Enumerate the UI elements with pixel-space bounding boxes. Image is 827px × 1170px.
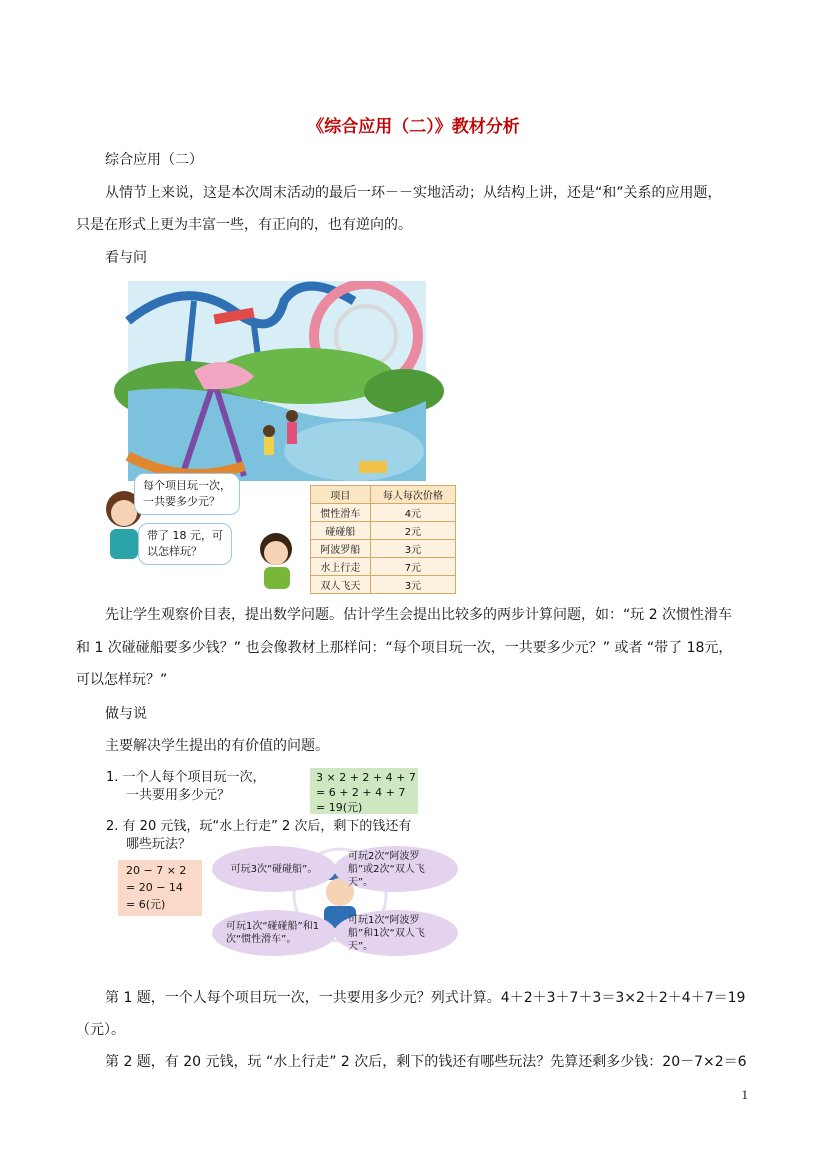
option-bubble: 可玩1次“碰碰船”和1次“惯性滑车”。 bbox=[212, 910, 336, 956]
paragraph-line: 只是在形式上更为丰富一些，有正向的，也有逆向的。 bbox=[76, 217, 412, 233]
paragraph-line: 先让学生观察价目表，提出数学问题。估计学生会提出比较多的两步计算问题，如：“玩 2 次惯性滑车 bbox=[105, 607, 733, 623]
ride-name-cell: 水上行走 bbox=[311, 558, 371, 576]
subheading-do-say: 做与说 bbox=[105, 706, 147, 722]
ride-price-cell: 7元 bbox=[370, 558, 455, 576]
price-table-row bbox=[311, 576, 456, 594]
paragraph-line: 主要解决学生提出的有价值的问题。 bbox=[105, 738, 329, 754]
question-bubble-1 bbox=[134, 473, 240, 515]
paragraph-line: （元）。 bbox=[76, 1022, 125, 1038]
price-table bbox=[310, 485, 456, 594]
bubble-line: 一共要多少元？ bbox=[143, 495, 220, 508]
ride-price-cell: 3元 bbox=[370, 540, 455, 558]
paragraph-line: 从情节上来说，这是本次周末活动的最后一环－－实地活动；从结构上讲，还是“和”关系的应用题， bbox=[105, 185, 722, 201]
price-table-row bbox=[311, 504, 456, 522]
question-bubble-2 bbox=[138, 523, 232, 565]
calc-line: = 19(元) bbox=[316, 801, 363, 814]
ride-name-cell: 阿波罗船 bbox=[311, 540, 371, 558]
price-table-header: 每人每次价格 bbox=[370, 486, 455, 504]
paragraph-line: 和 1 次碰碰船要多少钱？” 也会像教材上那样问：“每个项目玩一次，一共要多少元？” 或者 “带了 18元， bbox=[76, 640, 733, 656]
ride-name-cell: 惯性滑车 bbox=[311, 504, 371, 522]
question-line: 哪些玩法？ bbox=[126, 837, 192, 852]
ride-name-cell: 双人飞天 bbox=[311, 576, 371, 594]
price-table-header-row bbox=[311, 486, 456, 504]
calc-line: = 6(元) bbox=[126, 898, 166, 911]
ride-price-cell: 3元 bbox=[370, 576, 455, 594]
paragraph-line: 第 2 题，有 20 元钱，玩 “水上行走” 2 次后，剩下的钱还有哪些玩法？先算还剩多少钱：20－7×2＝6 bbox=[105, 1054, 747, 1070]
bubble-line: 带了 18 元，可 bbox=[147, 529, 223, 542]
ride-price-cell: 2元 bbox=[370, 522, 455, 540]
option-bubble: 可玩1次“阿波罗船”和1次“双人飞天”。 bbox=[334, 910, 458, 956]
document-title: 《综合应用（二）》教材分析 bbox=[307, 117, 520, 137]
question-line: 2. 有 20 元钱，玩“水上行走” 2 次后，剩下的钱还有 bbox=[106, 819, 412, 834]
question-line: 一共要用多少元？ bbox=[126, 788, 231, 803]
calc-line: 3 × 2 + 2 + 4 + 7 bbox=[316, 771, 416, 784]
calc-line: = 20 − 14 bbox=[126, 881, 183, 894]
exercise-1-calculation bbox=[310, 768, 418, 814]
subheading-look-ask: 看与问 bbox=[105, 250, 147, 266]
option-bubble: 可玩3次“碰碰船”。 bbox=[212, 846, 336, 892]
bubble-line: 每个项目玩一次， bbox=[143, 479, 231, 492]
price-table-row bbox=[311, 540, 456, 558]
option-bubble: 可玩2次“阿波罗船”或2次“双人飞天”。 bbox=[334, 846, 458, 892]
ride-name-cell: 碰碰船 bbox=[311, 522, 371, 540]
price-table-header: 项目 bbox=[311, 486, 371, 504]
exercise-2-calculation bbox=[118, 860, 202, 916]
price-table-row bbox=[311, 558, 456, 576]
price-table-row bbox=[311, 522, 456, 540]
exercise-1-question bbox=[106, 769, 266, 805]
calc-line: 20 − 7 × 2 bbox=[126, 864, 187, 877]
bubble-line: 以怎样玩？ bbox=[147, 545, 202, 558]
ride-price-cell: 4元 bbox=[370, 504, 455, 522]
calc-line: = 6 + 2 + 4 + 7 bbox=[316, 786, 406, 799]
section-heading: 综合应用（二） bbox=[105, 152, 203, 168]
page-number: 1 bbox=[741, 1087, 748, 1102]
paragraph-line: 第 1 题，一个人每个项目玩一次，一共要用多少元？列式计算。4＋2＋3＋7＋3＝3×2＋2＋4＋7＝19 bbox=[105, 990, 746, 1006]
question-line: 1. 一个人每个项目玩一次， bbox=[106, 770, 266, 785]
paragraph-line: 可以怎样玩？” bbox=[76, 672, 168, 688]
